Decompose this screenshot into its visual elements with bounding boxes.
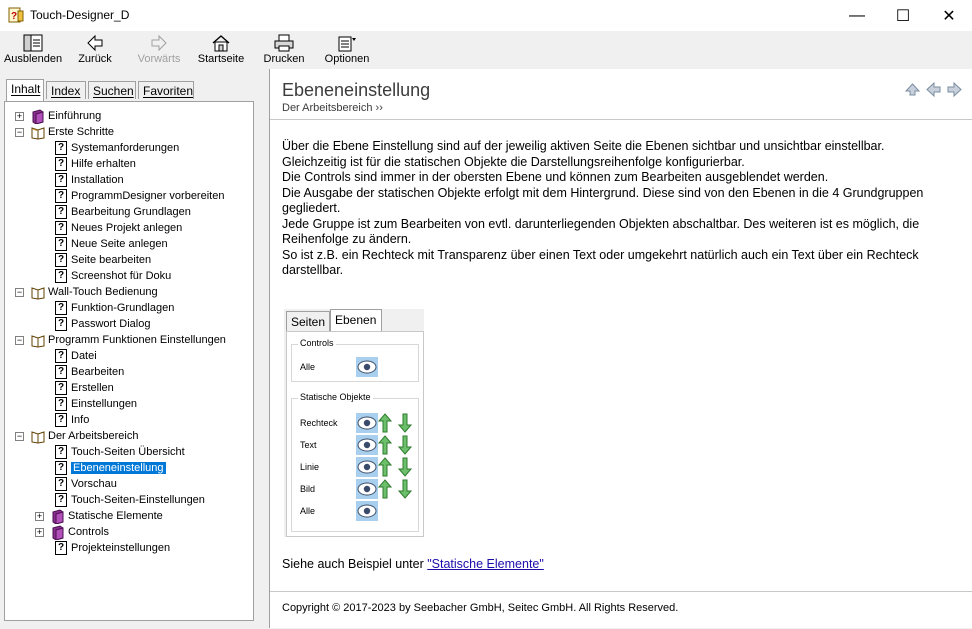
topic-header	[270, 69, 972, 120]
layer-row: Bild	[300, 479, 412, 499]
svg-text:?: ?	[11, 11, 18, 22]
layer-row: Alle	[300, 357, 378, 377]
tree-item-page[interactable]: ? Touch-Seiten-Einstellungen	[55, 492, 205, 508]
help-page-icon: ?	[55, 541, 67, 555]
tab-index[interactable]: Index	[46, 81, 86, 99]
copyright: Copyright © 2017-2023 by Seebacher GmbH, Seitec GmbH. All Rights Reserved.	[282, 602, 679, 614]
tree-item-page[interactable]: ? Erstellen	[55, 380, 114, 396]
help-page-icon: ?	[55, 413, 67, 427]
book-open-icon	[31, 125, 45, 140]
tree-item-page[interactable]: ? Vorschau	[55, 476, 117, 492]
home-button[interactable]: Startseite	[196, 33, 246, 69]
paragraph: Gleichzeitig ist für die statischen Objekte die Darstellungsreihenfolge konfigurierbar.	[282, 154, 745, 169]
arrow-up-icon[interactable]	[904, 82, 921, 97]
printer-icon	[273, 33, 295, 53]
paragraph: Die Controls sind immer in der obersten Ebene und können zum Bearbeiten ausgeblendet werden.	[282, 170, 829, 184]
contents-tree[interactable]	[4, 101, 254, 621]
maximize-icon: ☐	[895, 7, 911, 25]
arrow-up-icon	[378, 479, 392, 499]
tree-item-page[interactable]: ? Datei	[55, 348, 97, 364]
eye-icon	[356, 357, 378, 377]
arrow-up-icon	[378, 457, 392, 477]
layer-panel-screenshot	[284, 309, 424, 537]
tree-item-static-elements[interactable]: Statische Elemente	[51, 508, 163, 524]
arrow-up-icon	[378, 435, 392, 455]
help-page-icon: ?	[55, 461, 67, 475]
tree-item-page[interactable]: ? Bearbeitung Grundlagen	[55, 204, 191, 220]
paragraph: Über die Ebene Einstellung sind auf der jeweilig aktiven Seite die Ebenen sichtbar und unsichtbar einstellbar.	[282, 139, 885, 153]
arrow-left-icon	[84, 33, 106, 53]
tree-item-page[interactable]: ? Installation	[55, 172, 124, 188]
minimize-icon: —	[849, 6, 865, 24]
help-page-icon: ?	[55, 237, 67, 251]
paragraph: So ist z.B. ein Rechteck mit Transparenz über einen Text oder umgekehrt natürlich auch ein Text über ein Rechteck darstellbar.	[282, 247, 919, 277]
tree-item-page[interactable]: ? Touch-Seiten Übersicht	[55, 444, 185, 460]
tree-item-page[interactable]: ? Einstellungen	[55, 396, 137, 412]
expand-button[interactable]: +	[36, 511, 43, 521]
tree-item-page[interactable]: ? Systemanforderungen	[55, 140, 179, 156]
expand-button[interactable]: +	[16, 111, 23, 121]
eye-icon	[356, 435, 378, 455]
tree-item-program[interactable]: Programm Funktionen Einstellungen	[31, 332, 226, 348]
footer	[270, 591, 972, 629]
arrow-down-icon	[398, 435, 412, 455]
tree-item-walltouch[interactable]: Wall-Touch Bedienung	[31, 284, 158, 300]
back-button[interactable]: Zurück	[76, 33, 114, 69]
book-closed-icon	[51, 509, 65, 524]
book-closed-icon	[31, 109, 45, 124]
breadcrumb[interactable]: Der Arbeitsbereich ››	[282, 102, 383, 114]
help-page-icon: ?	[55, 173, 67, 187]
maximize-button[interactable]	[880, 0, 926, 31]
tree-item-selected[interactable]: ? Ebeneneinstellung	[55, 460, 166, 476]
house-icon	[210, 33, 232, 53]
help-page-icon: ?	[55, 477, 67, 491]
tree-item-page[interactable]: ? Projekteinstellungen	[55, 540, 170, 556]
toolbar	[0, 31, 972, 69]
tree-item-page[interactable]: ? Passwort Dialog	[55, 316, 150, 332]
tree-item-controls[interactable]: Controls	[51, 524, 109, 540]
static-elements-link[interactable]: "Statische Elemente"	[427, 557, 544, 571]
tab-search[interactable]: Suchen	[88, 81, 136, 99]
topic-body	[282, 139, 967, 279]
paragraph: Jede Gruppe ist zum Bearbeiten von evtl. darunterliegenden Objekten abschaltbar. Des weiteren ist es möglich, die Reihenfolge zu ändern.	[282, 216, 920, 246]
close-button[interactable]	[926, 0, 972, 31]
book-open-icon	[31, 429, 45, 444]
tree-item-page[interactable]: ? ProgrammDesigner vorbereiten	[55, 188, 224, 204]
help-page-icon: ?	[55, 221, 67, 235]
eye-icon	[356, 457, 378, 477]
collapse-button[interactable]: −	[16, 127, 23, 137]
layer-row: Alle	[300, 501, 378, 521]
arrow-next-icon[interactable]	[946, 82, 963, 97]
hide-button[interactable]: Ausblenden	[4, 33, 62, 69]
help-page-icon: ?	[55, 445, 67, 459]
forward-button[interactable]: Vorwärts	[136, 33, 182, 69]
help-page-icon: ?	[55, 157, 67, 171]
expand-button[interactable]: +	[36, 527, 43, 537]
arrow-prev-icon[interactable]	[925, 82, 942, 97]
help-page-icon: ?	[55, 189, 67, 203]
tree-item-first-steps[interactable]: Erste Schritte	[31, 124, 114, 140]
book-open-icon	[31, 333, 45, 348]
help-page-icon: ?	[55, 397, 67, 411]
arrow-up-icon	[378, 413, 392, 433]
collapse-button[interactable]: −	[16, 335, 23, 345]
tab-pages: Seiten	[286, 311, 330, 331]
collapse-button[interactable]: −	[16, 287, 23, 297]
layer-row: Rechteck	[300, 413, 412, 433]
book-closed-icon	[51, 525, 65, 540]
book-open-icon	[31, 285, 45, 300]
topic-navigation	[904, 82, 963, 97]
help-page-icon: ?	[55, 493, 67, 507]
hide-pane-icon	[22, 33, 44, 53]
see-also: Siehe auch Beispiel unter "Statische Elemente"	[282, 557, 544, 571]
tree-item-page[interactable]: ? Screenshot für Doku	[55, 268, 171, 284]
help-page-icon: ?	[55, 141, 67, 155]
help-page-icon: ?	[55, 349, 67, 363]
tree-item-page[interactable]: ? Hilfe erhalten	[55, 156, 136, 172]
help-page-icon: ?	[55, 253, 67, 267]
tree-item-workarea[interactable]: Der Arbeitsbereich	[31, 428, 139, 444]
layer-row: Text	[300, 435, 412, 455]
help-page-icon: ?	[55, 269, 67, 283]
tree-item-page[interactable]: ? Neues Projekt anlegen	[55, 220, 182, 236]
collapse-button[interactable]: −	[16, 431, 23, 441]
tree-item-page[interactable]: ? Bearbeiten	[55, 364, 124, 380]
print-button[interactable]: Drucken	[262, 33, 306, 69]
tab-layers: Ebenen	[330, 309, 382, 331]
arrow-down-icon	[398, 479, 412, 499]
static-objects-group: Statische Objekte Rechteck Text Linie Bild Alle	[291, 398, 419, 532]
tree-item-page[interactable]: ? Funktion-Grundlagen	[55, 300, 174, 316]
title-bar	[0, 0, 972, 31]
controls-group: Controls Alle	[291, 344, 419, 382]
layer-row: Linie	[300, 457, 412, 477]
help-page-icon: ?	[55, 205, 67, 219]
navigation-pane	[0, 69, 264, 628]
help-app-icon	[8, 7, 24, 23]
window-title: Touch-Designer_D	[30, 8, 130, 22]
tab-contents[interactable]: Inhalt	[6, 79, 44, 101]
options-icon	[336, 33, 358, 53]
tree-item-page[interactable]: ? Info	[55, 412, 89, 428]
tree-item-intro[interactable]: Einführung	[31, 108, 101, 124]
eye-icon	[356, 413, 378, 433]
help-page-icon: ?	[55, 365, 67, 379]
eye-icon	[356, 479, 378, 499]
minimize-button[interactable]	[834, 0, 880, 31]
tree-item-page[interactable]: ? Seite bearbeiten	[55, 252, 151, 268]
help-page-icon: ?	[55, 301, 67, 315]
page-title: Ebeneneinstellung	[282, 80, 431, 100]
content-pane	[269, 69, 972, 628]
arrow-down-icon	[398, 457, 412, 477]
tab-favorites[interactable]: Favoriten	[138, 81, 194, 99]
options-button[interactable]: Optionen	[324, 33, 370, 69]
arrow-right-icon	[148, 33, 170, 53]
tree-item-page[interactable]: ? Neue Seite anlegen	[55, 236, 168, 252]
help-page-icon: ?	[55, 317, 67, 331]
paragraph: Die Ausgabe der statischen Objekte erfolgt mit dem Hintergrund. Diese sind von den Ebenen in die 4 Grundgruppen gegliedert.	[282, 185, 924, 215]
eye-icon	[356, 501, 378, 521]
arrow-down-icon	[398, 413, 412, 433]
layer-panel-body	[286, 331, 424, 537]
close-icon: ✕	[942, 7, 956, 25]
help-page-icon: ?	[55, 381, 67, 395]
